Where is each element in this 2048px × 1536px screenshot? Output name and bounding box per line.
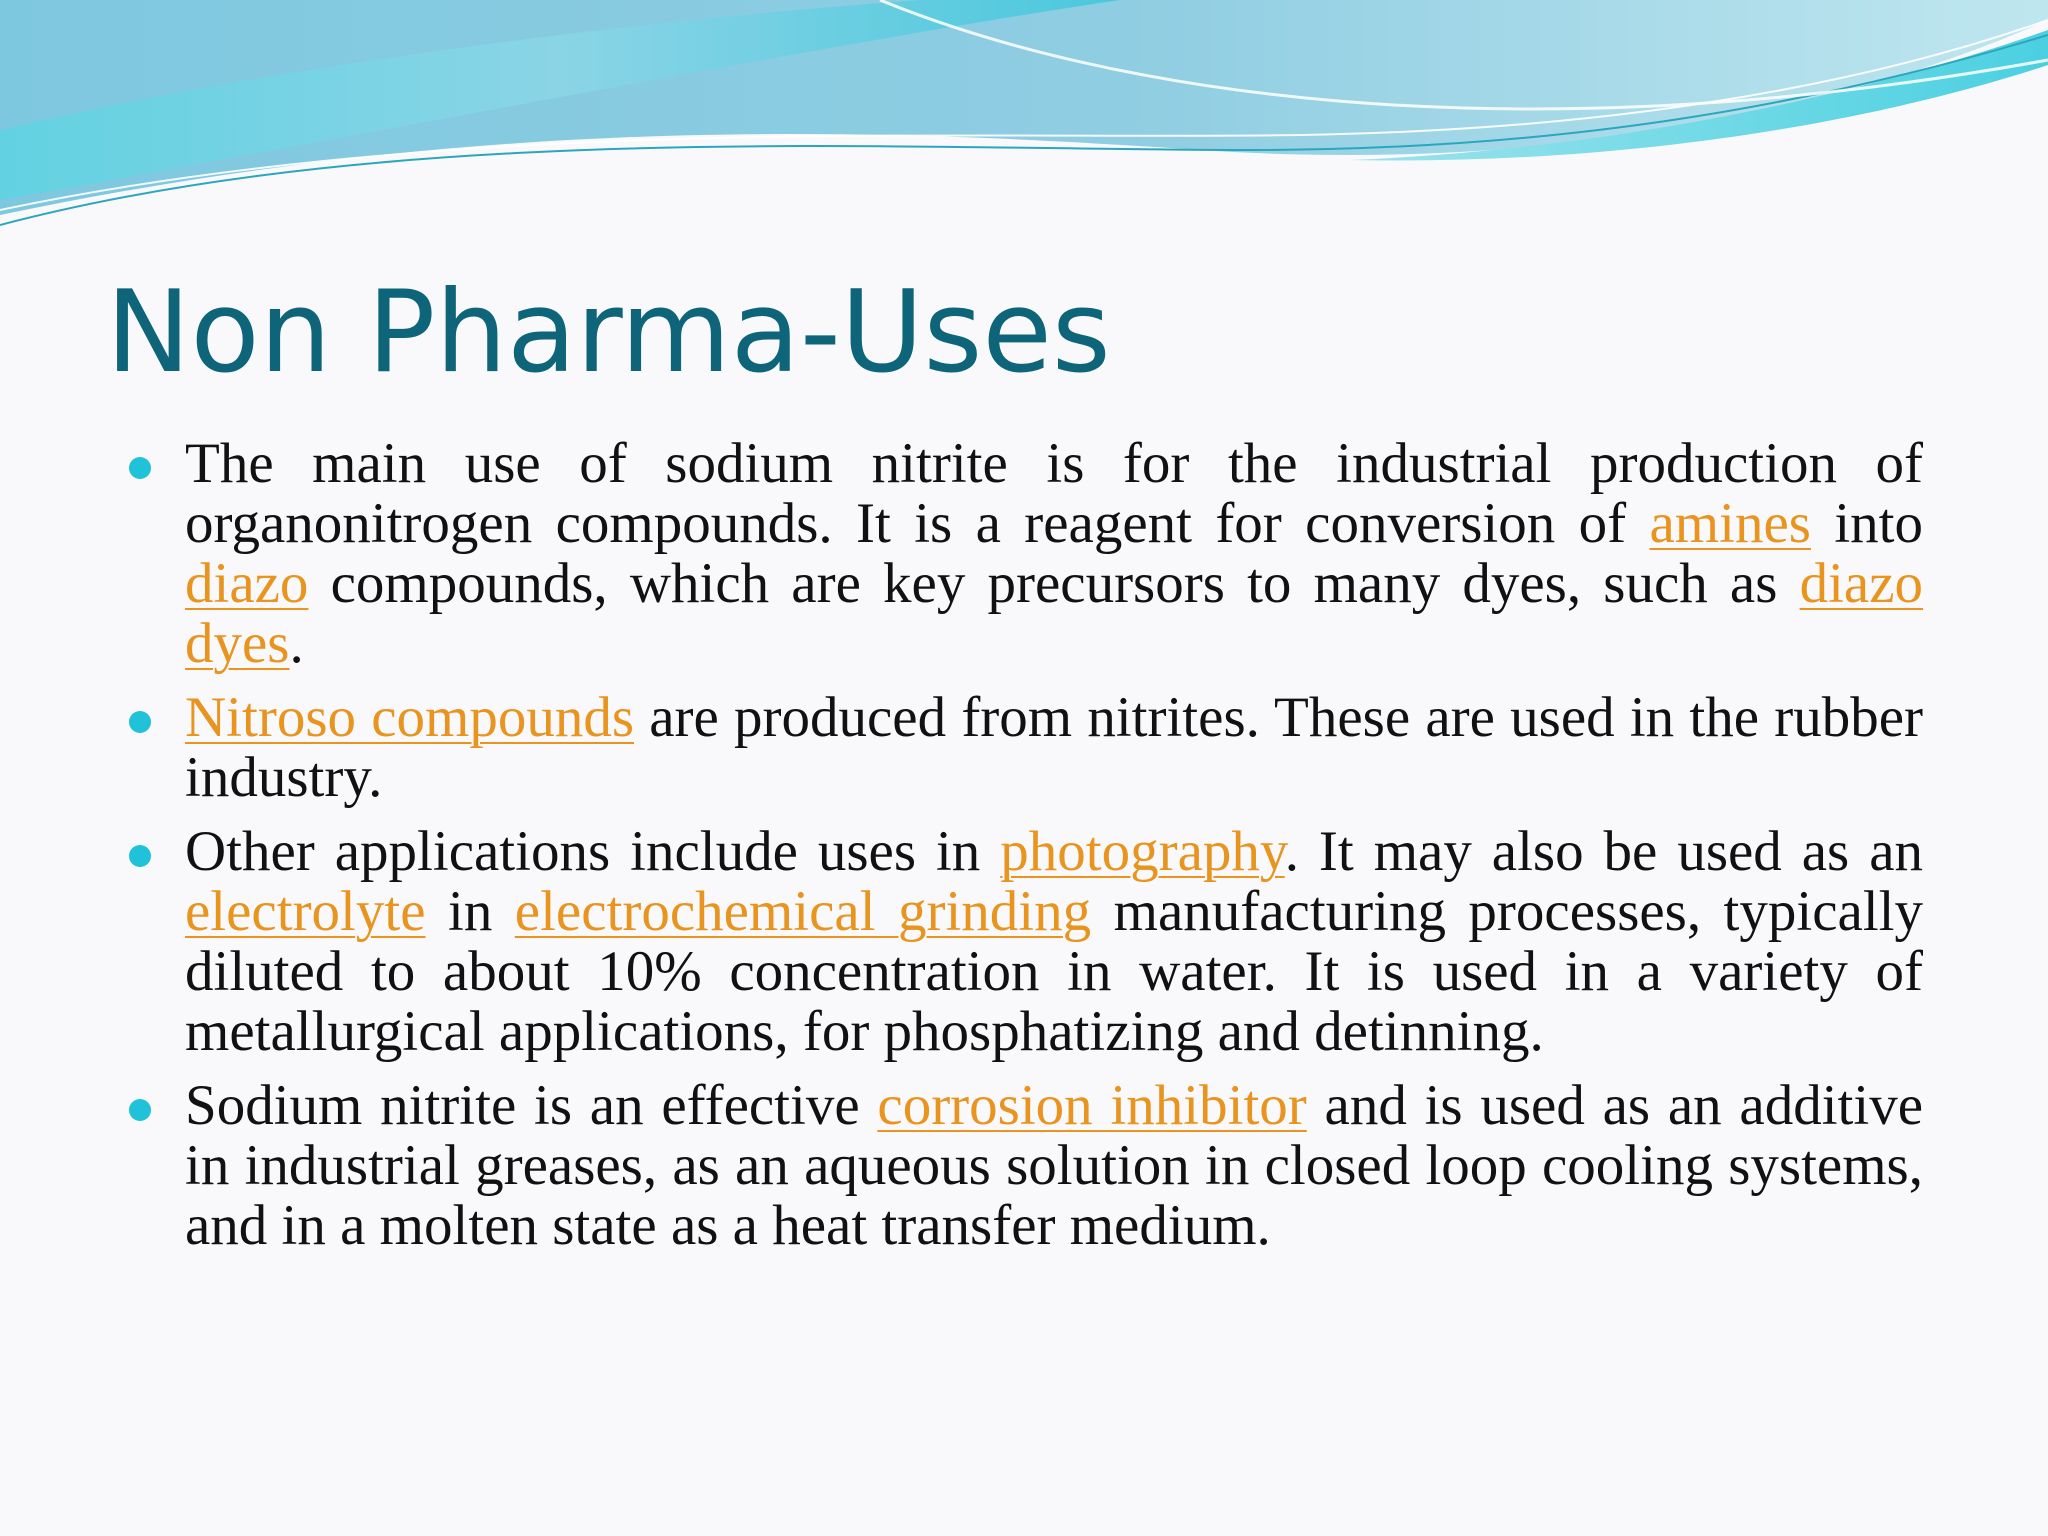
text-segment: . It may also be used as an: [1284, 820, 1923, 883]
slide-title: Non Pharma-Uses: [106, 266, 1111, 398]
text-segment: are produced from nitrites. These are used in the rubber industry.: [185, 686, 1923, 809]
text-segment: and is used as an additive in industrial greases, as an aqueous solution in closed loop cooling systems, and in a molten state as a heat transfer medium.: [185, 1074, 1924, 1257]
text-segment: Sodium nitrite is an effective: [185, 1074, 878, 1137]
bullet-marker: [129, 845, 151, 867]
link-photography[interactable]: photography: [1000, 820, 1285, 883]
link-electrolyte[interactable]: electrolyte: [185, 880, 426, 943]
link-diazo-dyes[interactable]: diazo dyes: [185, 552, 1923, 675]
text-segment: compounds, which are key precursors to many dyes, such as: [308, 552, 1800, 615]
bullet-text: [185, 688, 1923, 808]
link-amines[interactable]: amines: [1649, 492, 1811, 555]
text-segment: manufacturing processes, typically diluted to about 10% concentration in water. It is used in a variety of metallurgical applications, for phosphatizing and detinning.: [185, 880, 1923, 1063]
bullet-marker: [129, 1099, 151, 1121]
bullet-item-corrosion-inhibitor: [0, 1076, 2048, 1256]
bullet-text: [185, 1076, 1923, 1256]
bullet-marker: [129, 457, 151, 479]
link-electrochemical-grinding[interactable]: electrochemical grinding: [514, 880, 1092, 943]
text-segment: in: [425, 880, 515, 943]
bullet-item-nitroso: [0, 688, 2048, 808]
bullet-text: [185, 434, 1923, 674]
link-corrosion-inhibitor[interactable]: corrosion inhibitor: [877, 1074, 1307, 1137]
bullet-list: [0, 434, 2048, 1270]
bullet-text: [185, 822, 1923, 1062]
bullet-marker: [129, 711, 151, 733]
link-nitroso-compounds[interactable]: Nitroso compounds: [185, 686, 635, 749]
text-segment: into: [1810, 492, 1923, 555]
text-segment: The main use of sodium nitrite is for the industrial production of organonitrogen compounds. It is a reagent for conversion of: [185, 432, 1923, 555]
bullet-item-other-applications: [0, 822, 2048, 1062]
text-segment: .: [289, 612, 304, 675]
link-diazo[interactable]: diazo: [185, 552, 309, 615]
header-wave-decoration: [0, 0, 2048, 260]
text-segment: Other applications include uses in: [185, 820, 1001, 883]
bullet-item-main-use: [0, 434, 2048, 674]
